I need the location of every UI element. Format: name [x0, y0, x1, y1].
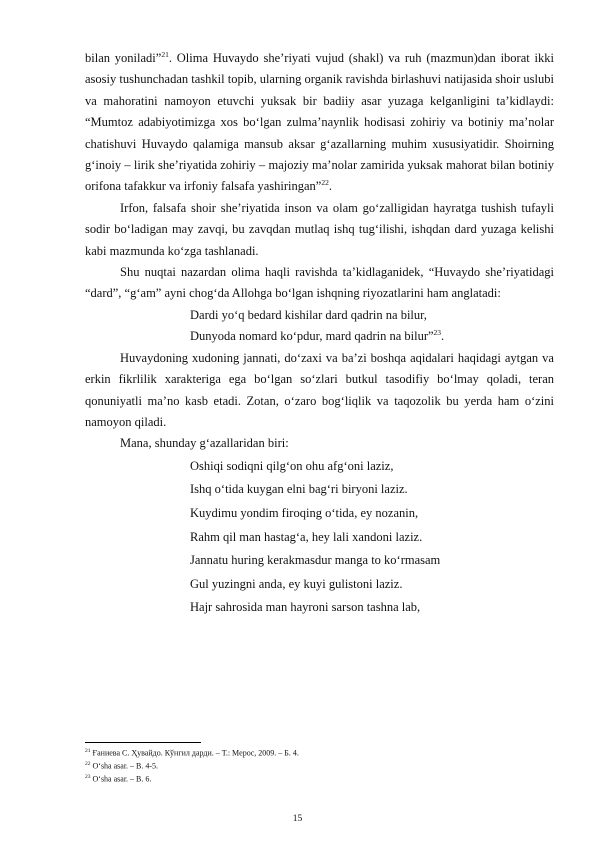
verse-line: Dardi yo‘q bedard kishilar dard qadrin na bilur, [190, 307, 427, 322]
verse-line [85, 326, 554, 347]
verse-line: Jannatu huring kerakmasdur manga to ko‘rmasam [190, 553, 441, 568]
footnote-ref-21: 21 [161, 49, 169, 59]
footnote [85, 759, 554, 772]
verse-line: Hajr sahrosida man hayroni sarson tashna lab, [190, 600, 421, 615]
verse-line: Rahm qil man hastag‘a, hey lali xandoni laziz. [190, 529, 423, 544]
footnote-number: 22 [85, 760, 91, 767]
paragraph-1-end: . [328, 179, 332, 194]
main-text [85, 48, 554, 620]
ghazal-verse [85, 455, 554, 620]
footnote [85, 772, 554, 785]
footnote-separator [85, 742, 201, 743]
footnote-text: O‘sha asar. – B. 6. [92, 774, 152, 784]
verse-line-text: Dunyoda nomard ko‘pdur, mard qadrin na bilur” [190, 329, 434, 344]
verse-line: Oshiqi sodiqni qilg‘on ohu afg‘oni laziz, [190, 458, 394, 473]
footnote-text: Ғаниева С. Ҳувайдо. Кўнгил дарди. – Т.: Meрoс, 2009. – Б. 4. [92, 748, 299, 758]
footnote-ref-23: 23 [433, 328, 442, 338]
verse-quote-1 [85, 305, 554, 348]
paragraph-3: Shu nuqtai nazardan olima haqli ravishda ta’kidlaganidek, “Huvaydo she’riyatidagi “dard”, “g‘am” ayni chog‘da Allohga bo‘lgan ishqning riyozatlarini ham anglatadi: [85, 265, 554, 301]
footnote-number: 21 [85, 748, 91, 754]
verse-line-end: . [441, 329, 445, 344]
footnote-number: 23 [85, 773, 91, 780]
paragraph-1-text-cont: . Olima Huvaydo she’riyati vujud (shakl) va ruh (mazmun)dan iborat ikki asosiy tushunchadan tashkil topib, ularning organik ravishda birlashuvi natijasida shoir uslubi va mahoratini namoyon etuvchi yuksak bir badiiy asar yuzaga kelganligini ta’kidlaydi: “Mumtoz adabiyotimizga xos bo‘lgan zulma’naynlik hodisasi zohiriy va botiniy ma’nolar chatishuvi Huvaydo qalamiga mansub aksar g‘azallarning muhim xususiyatidir. Shoirning g‘inoiy – lirik she’riyatida zohiriy – majoziy ma’nolar zamirida yuksak mahorat bilan botiniy orifona tafakkur va irfoniy falsafa yashiringan” [85, 51, 554, 194]
footnote-ref-22: 22 [321, 178, 329, 188]
paragraph-5: Mana, shunday g‘azallaridan biri: [120, 436, 289, 451]
verse-line: Gul yuzingni anda, ey kuyi gulistoni laziz. [190, 576, 403, 591]
page-number: 15 [292, 814, 303, 824]
verse-line: Ishq o‘tida kuygan elni bag‘ri biryoni laziz. [190, 482, 408, 497]
paragraph-2: Irfon, falsafa shoir she’riyatida inson va olam go‘zalligidan hayratga tushish tufayli sodir bo‘ladigan may zavqi, bu zavqdan mutlaq ishq tug‘ilishi, ishqdan dard yuzaga kelishi kabi mazmunda ko‘zga tashlanadi. [85, 200, 554, 258]
footnote [85, 746, 554, 759]
paragraph-4: Huvaydoning xudoning jannati, do‘zaxi va ba’zi boshqa aqidalari haqidagi aytgan va erkin fikrlilik xarakteriga ega bo‘lgan so‘zlari butkul tasodifiy bo‘lmay qoladi, teran qonuniyatli ma’no kasb etadi. Zotan, o‘zaro bog‘liqlik va taqozolik bu yerda ham o‘zini namoyon qiladi. [85, 350, 554, 429]
footnote-text: O‘sha asar. – B. 4-5. [92, 761, 159, 771]
verse-line: Kuydimu yondim firoqing o‘tida, ey nozanin, [190, 505, 419, 520]
paragraph-1 [85, 48, 554, 198]
footnotes [85, 746, 554, 785]
paragraph-1-text: bilan yoniladi” [85, 51, 162, 65]
